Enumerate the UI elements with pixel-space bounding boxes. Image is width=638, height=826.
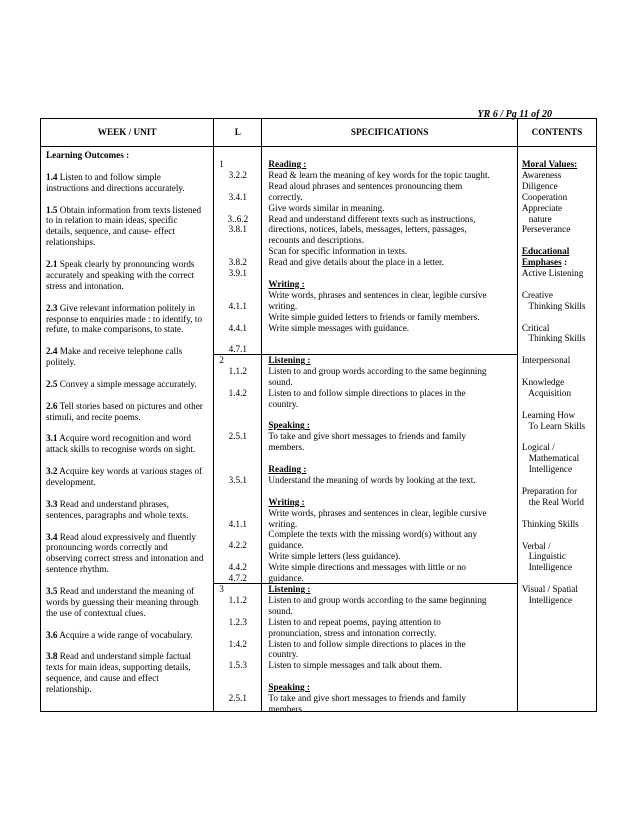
spec-line: Write simple letters (less guidance). <box>268 551 401 562</box>
spec-line: members. <box>268 703 305 714</box>
spec-line: Give words similar in meaning. <box>268 202 385 213</box>
contents-text: nature <box>521 213 552 224</box>
spec-code: 4.1.1 <box>228 300 248 311</box>
contents-text: Moral Values: <box>521 159 578 169</box>
outcome-line <box>46 259 195 270</box>
spec-code: 3.5.1 <box>228 474 248 485</box>
outcome-text: Tell stories based on pictures and other <box>57 400 203 411</box>
contents-item <box>522 290 553 301</box>
contents-item <box>522 224 570 235</box>
contents-item <box>522 497 584 508</box>
spec-line: sound. <box>268 605 293 616</box>
spec-code: 4.7.1 <box>228 344 248 355</box>
spec-heading: Speaking : <box>268 682 310 693</box>
spec-line: Listen to and repeat poems, paying attention to <box>268 616 441 627</box>
contents-text: Intelligence <box>521 595 573 605</box>
spec-code: 2.5.1 <box>228 431 248 442</box>
spec-code: 1.5.3 <box>228 660 248 671</box>
outcome-line <box>46 379 197 390</box>
spec-line: sound. <box>268 376 293 387</box>
contents-text: Perseverance <box>521 224 571 235</box>
contents-item <box>522 584 578 595</box>
spec-code: 4.1.1 <box>228 518 248 529</box>
outcome-text: Obtain information from texts listened <box>57 204 202 215</box>
outcome-line <box>46 597 198 608</box>
contents-item <box>522 203 562 214</box>
spec-line: To take and give short messages to friends and family <box>268 693 466 703</box>
outcome-number: 1.4 <box>46 171 58 182</box>
outcome-text: response to enquiries made : to identify, to <box>46 313 203 324</box>
contents-item <box>522 192 567 203</box>
spec-line: Listen to and follow simple directions to places in the <box>268 387 466 398</box>
contents-item <box>522 442 555 453</box>
outcome-line <box>46 444 195 455</box>
week-1-l-cell <box>214 147 262 355</box>
outcome-line <box>46 433 191 444</box>
outcome-line <box>46 466 202 477</box>
contents-text: Cooperation <box>521 191 568 202</box>
week-number: 2 <box>219 355 224 365</box>
outcome-text: the use of contextual clues. <box>46 607 146 618</box>
spec-line: writing. <box>268 518 298 529</box>
outcome-line <box>46 172 161 183</box>
outcome-number: 3.2 <box>46 466 58 477</box>
outcome-number: 3.5 <box>46 586 58 596</box>
outcome-line <box>46 226 175 237</box>
contents-text: Educational <box>521 246 570 257</box>
outcome-line <box>46 673 159 684</box>
spec-line: pronunciation, stress and intonation correctly. <box>268 627 437 638</box>
spec-line: Write simple messages with guidance. <box>268 322 410 333</box>
spec-code: 4.4.1 <box>228 322 248 333</box>
outcome-text: stimuli, and recite poems. <box>46 411 141 422</box>
week-1-spec-cell <box>262 147 517 355</box>
outcome-number: 3.6 <box>46 629 58 640</box>
spec-code: 3.8.1 <box>228 224 248 235</box>
spec-line: Understand the meaning of words by looking at the text. <box>268 474 476 485</box>
outcome-line <box>46 499 169 510</box>
outcome-text: Convey a simple message accurately. <box>57 378 197 389</box>
outcome-text: stress and intonation. <box>46 280 124 291</box>
contents-text: Mathematical <box>521 453 580 464</box>
spec-code: 1.4.2 <box>228 638 248 649</box>
contents-text: Intelligence <box>521 464 573 475</box>
contents-text: Thinking Skills <box>521 300 586 311</box>
contents-heading <box>522 257 567 268</box>
outcome-line <box>46 237 95 248</box>
outcome-line <box>46 651 191 662</box>
spec-line: Listen to and group words according to the same beginning <box>268 365 487 376</box>
contents-item <box>522 268 584 279</box>
contents-item <box>522 486 577 497</box>
outcome-number: 2.5 <box>46 378 58 389</box>
outcome-text: Acquire a wide range of vocabulary. <box>57 629 193 640</box>
contents-item <box>522 421 585 432</box>
spec-heading: Speaking : <box>268 420 310 431</box>
contents-text: Appreciate <box>521 202 563 213</box>
outcome-line <box>46 564 109 575</box>
spec-line: Listen to and follow simple directions to places in the <box>268 638 466 649</box>
spec-line: Read and give details about the place in a letter. <box>268 257 444 268</box>
contents-item <box>522 464 572 475</box>
contents-text: Thinking Skills <box>521 333 586 344</box>
contents-item <box>522 214 552 225</box>
contents-text: Visual / Spatial <box>521 584 578 595</box>
contents-item <box>522 595 572 606</box>
spec-line: Write simple directions and messages with little or no <box>268 562 467 573</box>
contents-item <box>522 301 586 312</box>
week-3-l-cell <box>214 584 262 712</box>
spec-line: Read and understand different texts such as instructions, <box>268 213 476 224</box>
spec-line: guidance. <box>268 540 304 551</box>
outcome-number: 2.6 <box>46 400 58 411</box>
contents-item <box>522 323 550 334</box>
outcome-line <box>46 510 188 521</box>
outcome-text: attack skills to recognise words on sight. <box>46 444 196 455</box>
spec-code: 4.2.2 <box>228 540 248 551</box>
spec-code: 4.7.2 <box>228 573 248 583</box>
outcome-line <box>46 205 201 216</box>
outcome-text: Read and understand simple factual <box>57 651 191 662</box>
contents-heading <box>522 159 577 170</box>
outcome-text: Read aloud expressively and fluently <box>57 531 197 542</box>
spec-code: 1.2.3 <box>228 616 248 627</box>
spec-code: 3.9.1 <box>228 268 248 278</box>
contents-text: Interpersonal <box>521 355 571 366</box>
outcome-text: relationships. <box>46 237 96 248</box>
outcome-text: Read and understand phrases, <box>57 498 169 509</box>
spec-code: 4.4.2 <box>228 562 248 573</box>
spec-line: country. <box>268 398 299 409</box>
contents-item <box>522 519 579 530</box>
outcome-text: Read and understand the meaning of <box>57 586 195 596</box>
week-2-l-cell <box>214 355 262 584</box>
spec-line: Listen to and group words according to the same beginning <box>268 594 487 605</box>
spec-code: 3.2.2 <box>228 169 248 180</box>
outcome-number: 3.1 <box>46 433 58 444</box>
outcome-line <box>46 401 203 412</box>
contents-text: Intelligence <box>521 562 573 573</box>
outcome-number: 1.5 <box>46 204 58 215</box>
outcome-number: 2.3 <box>46 302 58 313</box>
outcome-line <box>46 532 196 543</box>
contents-text: Linguistic <box>521 551 566 562</box>
learning-outcomes-title: Learning Outcomes : <box>46 150 130 160</box>
spec-code: 1.1.2 <box>228 594 248 605</box>
contents-text: Logical / <box>521 442 555 453</box>
outcome-line <box>46 662 191 673</box>
contents-item <box>522 562 572 573</box>
spec-code: 1.1.2 <box>228 365 248 376</box>
outcome-text: observing correct stress and intonation and <box>46 553 204 564</box>
outcome-line <box>46 215 177 226</box>
contents-text: Active Listening <box>521 268 584 278</box>
contents-text: Emphases <box>521 257 562 268</box>
contents-item <box>522 551 566 562</box>
outcome-text: accurately and speaking with the correct <box>46 269 195 280</box>
outcome-number: 2.4 <box>46 346 58 357</box>
spec-line: recounts and descriptions. <box>268 235 365 246</box>
outcome-number: 3.3 <box>46 498 58 509</box>
outcome-line <box>46 553 203 564</box>
header-l: L <box>214 119 262 147</box>
week-3-spec-cell <box>262 584 517 712</box>
spec-line: Write words, phrases and sentences in clear, legible cursive <box>268 507 487 518</box>
outcome-text: pronouncing words correctly and <box>46 542 168 553</box>
outcome-text: sentence rhythm. <box>46 564 109 575</box>
contents-item <box>522 388 571 399</box>
contents-item <box>522 333 586 344</box>
spec-line: Complete the texts with the missing word(s) without any <box>268 529 478 540</box>
contents-text: Verbal / <box>521 540 551 551</box>
outcome-line <box>46 684 92 695</box>
outcome-text: politely. <box>46 357 76 368</box>
spec-heading: Listening : <box>268 584 311 594</box>
contents-text: To Learn Skills <box>521 420 586 431</box>
outcome-number: 2.1 <box>46 259 58 269</box>
contents-item <box>522 181 558 192</box>
contents-text: Learning How <box>521 409 576 420</box>
outcome-number: 3.8 <box>46 651 58 662</box>
contents-item <box>522 410 575 421</box>
spec-code: 1.4.2 <box>228 387 248 398</box>
scheme-of-work-table <box>40 118 597 712</box>
contents-text: the Real World <box>521 496 584 507</box>
spec-heading: Listening : <box>268 355 311 365</box>
contents-text: Acquisition <box>521 387 572 398</box>
contents-cell <box>517 147 596 712</box>
outcome-line <box>46 303 195 314</box>
contents-text: Creative <box>521 289 553 300</box>
contents-item <box>522 355 570 366</box>
outcome-text: Make and receive telephone calls <box>57 346 183 357</box>
contents-text: Thinking Skills <box>521 518 579 529</box>
spec-line: To take and give short messages to friends and family <box>268 431 466 442</box>
outcome-line <box>46 586 194 597</box>
outcome-line <box>46 270 194 281</box>
spec-code: 2.5.1 <box>228 693 248 703</box>
header-week-unit: WEEK / UNIT <box>41 119 214 147</box>
contents-text: Awareness <box>521 169 562 180</box>
spec-line: Listen to simple messages and talk about them. <box>268 660 442 671</box>
outcome-line <box>46 630 193 641</box>
outcome-text: development. <box>46 477 96 487</box>
outcome-line <box>46 412 141 423</box>
contents-text: Critical <box>521 322 550 333</box>
contents-item <box>522 453 579 464</box>
week-2-spec-cell <box>262 355 517 584</box>
spec-heading: Reading : <box>268 464 307 474</box>
spec-code: 3.8.2 <box>228 257 248 268</box>
spec-line: correctly. <box>268 191 303 202</box>
spec-heading: Writing : <box>268 496 305 507</box>
outcome-line <box>46 324 183 335</box>
spec-line: writing. <box>268 300 298 311</box>
outcome-line <box>46 357 76 368</box>
contents-suffix: : <box>561 257 568 268</box>
outcome-line <box>46 608 146 619</box>
contents-text: Preparation for <box>521 486 578 496</box>
outcome-line <box>46 542 168 553</box>
outcome-text: sequence, and cause and effect <box>46 673 159 684</box>
outcome-line <box>46 477 96 488</box>
spec-line: Read & learn the meaning of key words for the topic taught. <box>268 169 490 180</box>
spec-line: directions, notices, labels, messages, letters, passages, <box>268 224 467 235</box>
week-number: 1 <box>219 159 224 169</box>
spec-line: guidance. <box>268 573 304 583</box>
contents-item <box>522 377 564 388</box>
outcome-text: Speak clearly by pronouncing words <box>57 259 195 269</box>
outcome-text: Acquire word recognition and word <box>57 433 191 444</box>
outcome-text: Listen to and follow simple <box>57 171 161 182</box>
spec-line: country. <box>268 649 299 660</box>
header-specifications: SPECIFICATIONS <box>262 119 517 147</box>
outcome-line <box>46 183 185 194</box>
outcome-line <box>46 281 124 292</box>
spec-line: Write simple guided letters to friends or family members. <box>268 311 480 322</box>
outcome-text: texts for main ideas, supporting details, <box>46 662 191 673</box>
outcome-number: 3.4 <box>46 531 58 542</box>
spec-heading: Reading : <box>268 159 307 169</box>
spec-code: 3..6.2 <box>227 213 249 224</box>
spec-line: Scan for specific information in texts. <box>268 246 408 257</box>
spec-code: 3.4.1 <box>228 191 248 202</box>
spec-line: Read aloud phrases and sentences pronouncing them <box>268 180 463 191</box>
contents-text: Knowledge <box>521 377 565 387</box>
outcome-line <box>46 346 182 357</box>
spec-heading: Writing : <box>268 278 305 289</box>
contents-item <box>522 170 561 181</box>
outcome-text: refute, to make comparisons, to state. <box>46 324 184 335</box>
outcome-line <box>46 314 202 325</box>
outcome-text: Acquire key words at various stages of <box>57 466 203 477</box>
header-row <box>41 119 597 147</box>
page-reference: YR 6 / Pg 11 of 20 <box>477 109 552 120</box>
outcome-text: Give relevant information politely in <box>57 302 196 313</box>
outcome-text: sentences, paragraphs and whole texts. <box>46 509 189 520</box>
contents-text: Diligence <box>521 180 558 191</box>
spec-line: Write words, phrases and sentences in clear, legible cursive <box>268 289 487 300</box>
outcome-text: instructions and directions accurately. <box>46 182 185 193</box>
week-1-row <box>41 147 597 355</box>
contents-heading <box>522 246 569 257</box>
contents-item <box>522 541 551 552</box>
outcome-text: to in relation to main ideas, specific <box>46 215 178 226</box>
outcome-text: details, sequence, and cause- effect <box>46 226 175 237</box>
spec-line: members. <box>268 442 305 453</box>
learning-outcomes-cell <box>41 147 214 712</box>
week-number: 3 <box>219 584 224 594</box>
outcome-text: relationship. <box>46 684 92 695</box>
outcome-text: words by guessing their meaning through <box>46 596 199 607</box>
header-contents: CONTENTS <box>517 119 596 147</box>
